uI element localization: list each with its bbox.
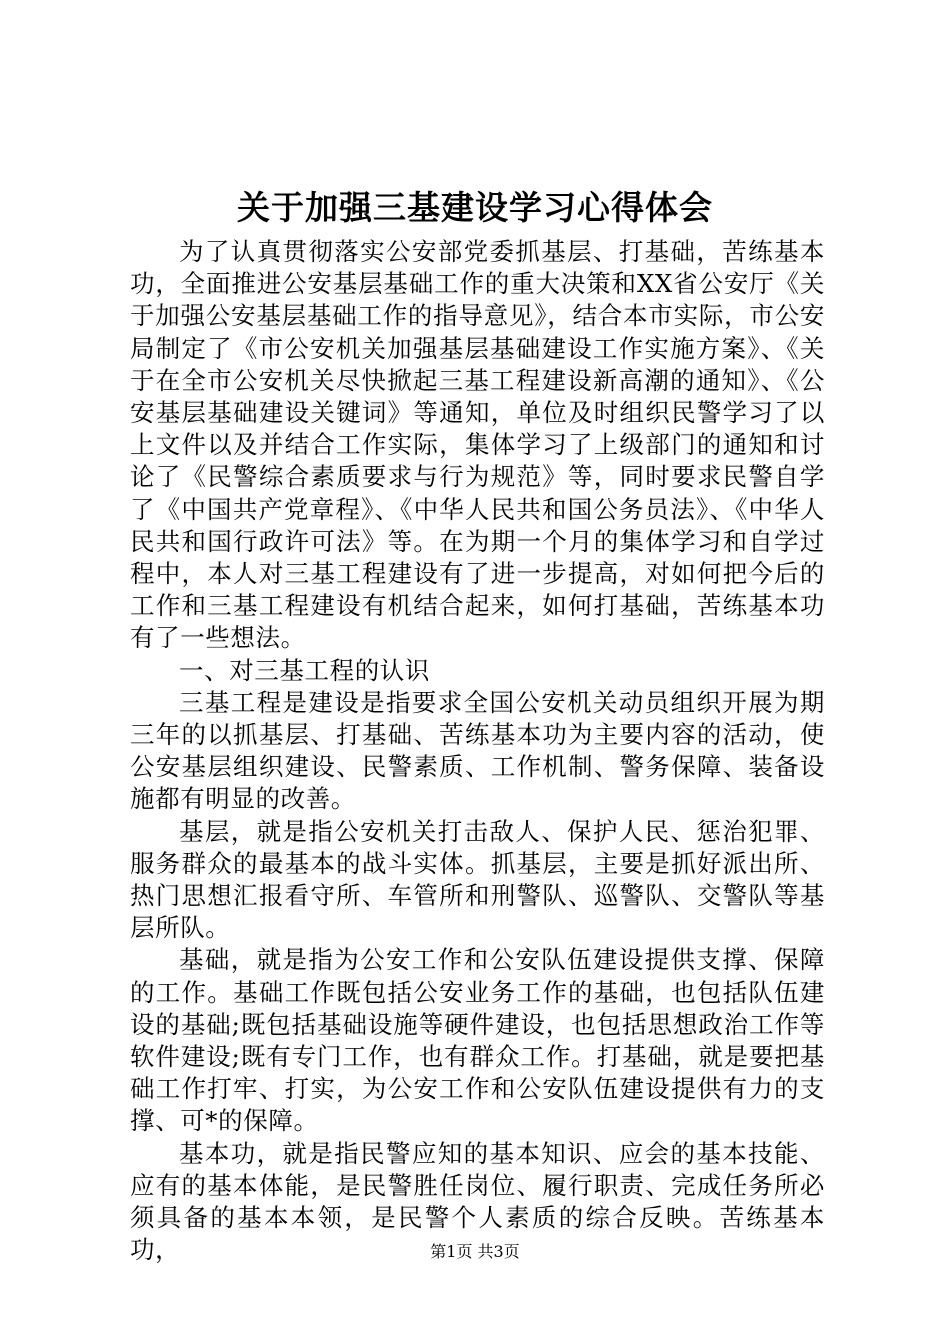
paragraph-three-basics: 三基工程是建设是指要求全国公安机关动员组织开展为期三年的以抓基层、打基础、苦练基本功为主要内容的活动，使公安基层组织建设、民警素质、工作机制、警务保障、装备设施都有明显的改善。 xyxy=(130,687,825,814)
paragraph-intro: 为了认真贯彻落实公安部党委抓基层、打基础，苦练基本功，全面推进公安基层基础工作的重大决策和XX省公安厅《关于加强公安基层基础工作的指导意见》，结合本市实际，市公安局制定了《市公安机关加强基层基础建设工作实施方案》、《关于在全市公安机关尽快掀起三基工程建设新高潮的通知》、《公安基层基础建设关键词》等通知，单位及时组织民警学习了以上文件以及并结合工作实际，集体学习了上级部门的通知和讨论了《民警综合素质要求与行为规范》等，同时要求民警自学了《中国共产党章程》、《中华人民共和国公务员法》、《中华人民共和国行政许可法》等。在为期一个月的集体学习和自学过程中，本人对三基工程建设有了进一步提高，对如何把今后的工作和三基工程建设有机结合起来，如何打基础，苦练基本功有了一些想法。 xyxy=(130,237,825,653)
paragraph-basic-skills: 基本功，就是指民警应知的基本知识、应会的基本技能、应有的基本体能，是民警胜任岗位、履行职责、完成任务所必须具备的基本本领，是民警个人素质的综合反映。苦练基本功， xyxy=(130,1138,825,1265)
document-title: 关于加强三基建设学习心得体会 xyxy=(237,188,713,227)
section-heading: 一、对三基工程的认识 xyxy=(179,655,430,685)
document-body xyxy=(130,236,825,1267)
page-number-footer: 第1页 共3页 xyxy=(430,1242,520,1261)
paragraph-grassroots: 基层，就是指公安机关打击敌人、保护人民、惩治犯罪、服务群众的最基本的战斗实体。抓基层，主要是抓好派出所、热门思想汇报看守所、车管所和刑警队、巡警队、交警队等基层所队。 xyxy=(130,816,825,943)
paragraph-foundation: 基础，就是指为公安工作和公安队伍建设提供支撑、保障的工作。基础工作既包括公安业务工作的基础，也包括队伍建设的基础;既包括基础设施等硬件建设，也包括思想政治工作等软件建设;既有专门工作，也有群众工作。打基础，就是要把基础工作打牢、打实，为公安工作和公安队伍建设提供有力的支撑、可*的保障。 xyxy=(130,945,825,1136)
